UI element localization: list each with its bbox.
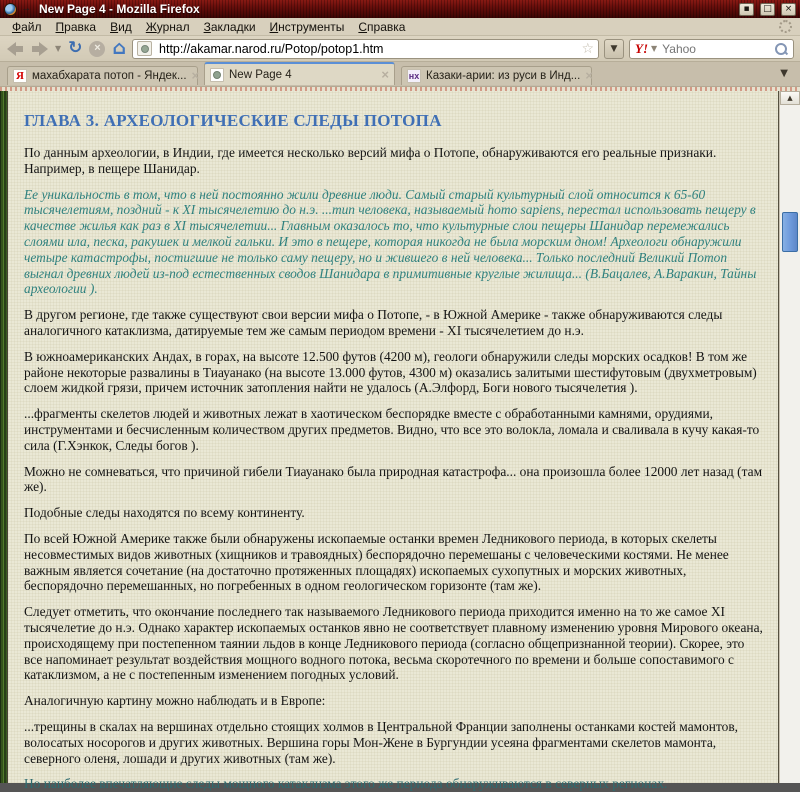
menu-item[interactable]: Журнал xyxy=(145,19,190,34)
back-button[interactable] xyxy=(6,39,25,59)
site-identity-icon[interactable] xyxy=(137,41,152,56)
tab-bar xyxy=(0,62,800,87)
scroll-up-button[interactable]: ▲ xyxy=(780,91,800,105)
stop-icon: × xyxy=(89,41,105,57)
scrollbar-thumb[interactable] xyxy=(782,212,798,252)
nh-favicon: нх xyxy=(408,71,420,81)
firefox-icon xyxy=(4,3,17,16)
url-bar[interactable] xyxy=(132,39,599,59)
search-engine-dropdown-icon[interactable]: ▼ xyxy=(651,44,658,53)
vertical-scrollbar[interactable] xyxy=(779,91,800,783)
close-button[interactable]: × xyxy=(781,3,796,16)
paragraph: По всей Южной Америке также были обнаружены ископаемые останки времен Ледникового периода, в которых скелеты несовместимых видов животных (хищников и травоядных) беспорядочно перемешаны с человеческими костями. Не менее важным является сочетание (на достаточно протяженных площадях) ископаемых сухопутных и морских животных, беспорядочно перемешанных, но погребенных в одном геологическом горизонте (там же). xyxy=(24,530,729,594)
page-left-border-texture xyxy=(0,91,8,783)
menu-item[interactable]: Инструменты xyxy=(269,19,345,34)
content-viewport xyxy=(0,87,800,792)
yandex-favicon: Я xyxy=(13,69,27,83)
window-title: New Page 4 - Mozilla Firefox xyxy=(39,2,200,16)
menu-item[interactable]: Закладки xyxy=(203,19,256,34)
paragraph: ...фрагменты скелетов людей и животных лежат в хаотическом беспорядке вместе с обработанными камнями, орудиями, инструментами и бесчисленным количеством других предметов. Видно, что все это волокла, ломала и сваливала в кучу какая-то сила (Г.Хэнкок, Следы богов ). xyxy=(24,406,760,453)
tab-label: махабхарата потоп - Яндек... xyxy=(32,70,187,82)
paragraph: По данным археологии, в Индии, где имеется несколько версий мифа о Потопе, обнаруживаются его реальные признаки. Например, в пещере Шанидар. xyxy=(24,145,717,176)
paragraph: Следует отметить, что окончание последнего так называемого Ледникового периода приходится именно на то же самое XI тысячелетие до н.э. Однако характер ископаемых останков явно не соответствует плавному изменению уровня Мирового океана, происходящему при постепенном таянии льдов в конце Ледникового периода (согласно общепризнанной теории). Скорее, это все напоминает результат воздействия мощного водного потока, весьма скоротечного по времени и больше сопоставимого с катаклизмом, а не с постепенным изменением погодных условий. xyxy=(24,604,763,683)
forward-button[interactable] xyxy=(30,39,49,59)
minimize-button[interactable]: ▪ xyxy=(739,3,754,16)
menu-item[interactable]: Справка xyxy=(358,19,406,34)
article-paragraphs xyxy=(24,145,764,792)
tab-label: New Page 4 xyxy=(229,68,292,81)
tab-yandex-search[interactable] xyxy=(7,66,198,85)
paragraph: Но наиболее впечатляющие следы мощного катаклизма этого же периода обнаруживаются в северных регионах. xyxy=(24,776,668,792)
page-title: ГЛАВА 3. АРХЕОЛОГИЧЕСКИЕ СЛЕДЫ ПОТОПА xyxy=(24,111,442,130)
url-history-dropdown-button[interactable]: ▼ xyxy=(604,39,624,59)
menu-bar xyxy=(0,18,800,36)
paragraph: В южноамериканских Андах, в горах, на высоте 12.500 футов (4200 м), геологи обнаружили следы морских осадков! В том же районе некоторые развалины в Тиауанако (на высоте 13.000 футов, 4300 м) оказались залитыми шестифутовым (двухметровым) слоем жидкой грязи, причем источник затопления найти не удалось (А.Элфорд, Боги нового тысячелетия ). xyxy=(24,348,757,396)
tab-label: Казаки-арии: из руси в Инд... xyxy=(426,70,581,82)
forward-arrow-icon xyxy=(31,42,48,56)
reload-button[interactable] xyxy=(67,39,83,59)
tab-kazaki-arii[interactable] xyxy=(401,66,592,85)
activity-throbber-icon xyxy=(779,20,792,33)
url-input[interactable] xyxy=(157,41,576,57)
tab-close-icon[interactable]: × xyxy=(585,68,593,83)
tab-close-icon[interactable]: × xyxy=(191,68,200,83)
search-input[interactable] xyxy=(660,41,771,57)
mouse-cursor-icon: → xyxy=(21,3,31,14)
bookmark-star-icon[interactable]: ☆ xyxy=(581,40,594,57)
menu-item[interactable]: Файл xyxy=(12,19,42,34)
back-arrow-icon xyxy=(7,42,24,56)
web-page-content xyxy=(8,91,779,792)
paragraph: ...трещины в скалах на вершинах отдельно стоящих холмов в Центральной Франции заполнены останками костей мамонтов, волосатых носорогов и других животных. Вершина горы Мон-Жене в Бургундии усеяна фрагментами скелетов мамонта, северного оленя, лошади и других животных (там же). xyxy=(24,718,739,766)
tab-list-dropdown-button[interactable]: ▼ xyxy=(774,67,794,80)
home-icon: ⌂ xyxy=(112,37,127,59)
menu-item[interactable]: Правка xyxy=(55,19,97,34)
navigation-toolbar xyxy=(0,36,800,62)
tab-new-page-4[interactable] xyxy=(204,62,395,85)
paragraph: Аналогичную картину можно наблюдать и в Европе: xyxy=(24,693,326,709)
menu-items xyxy=(6,19,413,35)
paragraph: Можно не сомневаться, что причиной гибели Тиауанако была природная катастрофа... она произошла более 12000 лет назад (там же). xyxy=(24,463,763,495)
stop-button[interactable] xyxy=(88,39,106,59)
reload-icon: ↻ xyxy=(68,38,83,58)
search-icon[interactable] xyxy=(774,42,788,56)
forward-history-dropdown[interactable] xyxy=(54,39,62,59)
home-button[interactable] xyxy=(111,39,127,59)
search-box[interactable] xyxy=(629,39,794,59)
yahoo-logo-icon: Y! xyxy=(635,40,648,56)
paragraph: В другом регионе, где также существуют свои версии мифа о Потопе, - в Южной Америке - также обнаруживаются следы аналогичного катаклизма, датируемые тем же самым периодом времени - XI тысячелетием до н.э. xyxy=(24,307,723,338)
paragraph: Подобные следы находятся по всему континенту. xyxy=(24,505,305,521)
page-favicon xyxy=(210,68,224,82)
paragraph: Ее уникальность в том, что в ней постоянно жили древние люди. Самый старый культурный слой относится к 65-60 тысячелетиям, поздний - к XI тысячелетию до н.э. ...тип человека, называемый homo sapiens, перестал использовать пещеру в качестве жилья как раз в XI тысячелетии... Главным оказалось то, что культурные слои пещеры Шанидар перемежались слоями ила, песка, ракушек и мелкой гальки. И это в пещере, которая никогда не была морским дном! Археологи обнаружили четыре катастрофы, постигшие не только саму пещеру, но и жившего в ней человека... Только последний Великий Потоп выгнал древних людей из-под естественных сводов Шанидара в примитивные круглые жилища... (В.Бацалев, А.Варакин, Тайны археологии ). xyxy=(24,186,757,297)
maximize-button[interactable]: □ xyxy=(760,3,775,16)
chevron-down-icon: ▼ xyxy=(55,44,62,53)
menu-item[interactable]: Вид xyxy=(110,19,132,34)
tab-close-icon[interactable]: × xyxy=(381,66,389,82)
title-bar[interactable] xyxy=(0,0,800,18)
